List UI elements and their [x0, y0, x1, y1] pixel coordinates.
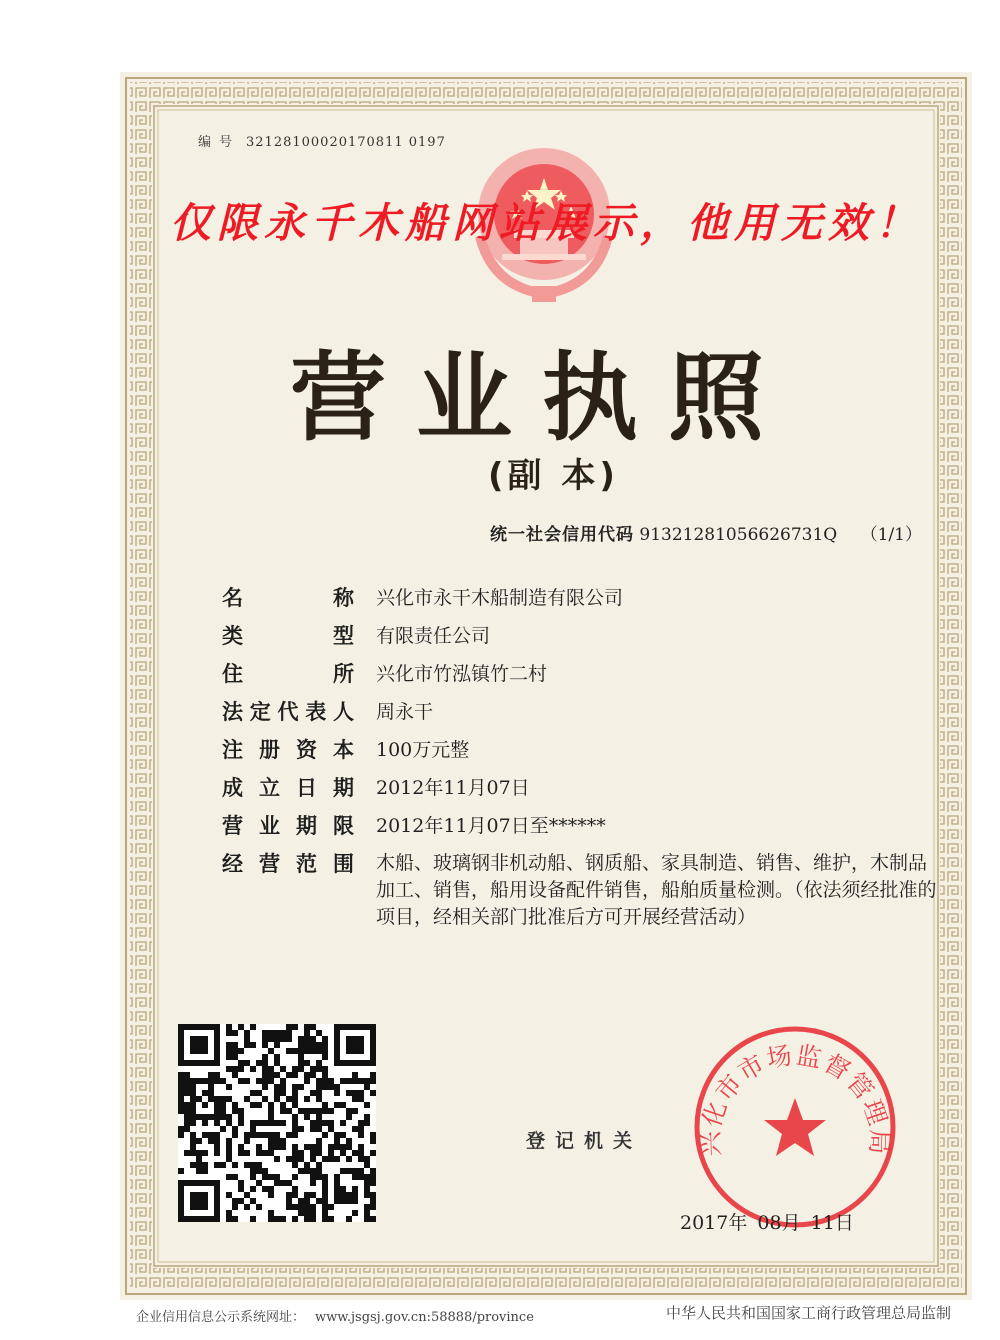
field-row-legal-rep	[222, 698, 942, 726]
field-row-address	[222, 660, 942, 688]
issue-year: 2017年	[680, 1212, 748, 1234]
field-row-name	[222, 584, 942, 612]
official-seal	[690, 1022, 900, 1232]
page-subtitle: (副 本)	[488, 456, 619, 496]
field-row-scope	[222, 850, 942, 931]
field-value: 木船、玻璃钢非机动船、钢质船、家具制造、销售、维护，木制品加工、销售，船用设备配件销售，船舶质量检测。（依法须经批准的项目，经相关部门批准后方可开展经营活动）	[376, 852, 937, 928]
issue-day: 11日	[810, 1212, 854, 1234]
field-key: 营业期限	[222, 814, 354, 838]
serial-label: 编号	[198, 135, 241, 150]
footer-website-label: 企业信用信息公示系统网址：	[136, 1310, 306, 1325]
field-key: 名称	[222, 586, 354, 610]
field-value: 2012年11月07日至******	[376, 815, 606, 837]
seal-text: 兴化市市场监督管理局	[695, 1040, 895, 1157]
field-key: 注册资本	[222, 738, 354, 762]
credit-code	[490, 520, 922, 545]
credit-code-label: 统一社会信用代码	[490, 525, 634, 545]
field-key: 成立日期	[222, 776, 354, 800]
footer-website-url: www.jsgsj.gov.cn:58888/province	[315, 1310, 534, 1325]
credit-code-value: 91321281056626731Q	[639, 525, 838, 545]
field-row-capital	[222, 736, 942, 764]
credit-code-page: （1/1）	[860, 525, 922, 545]
field-key: 经营范围	[222, 852, 354, 876]
qr-code	[178, 1024, 376, 1222]
serial-value: 32128100020170811 0197	[246, 135, 446, 150]
issue-date	[680, 1208, 858, 1235]
page-title: 营业执照	[290, 342, 794, 454]
field-key: 类型	[222, 624, 354, 648]
field-key: 住所	[222, 662, 354, 686]
footer-website	[136, 1306, 534, 1325]
registration-authority: 登记机关	[526, 1130, 643, 1152]
field-row-founded	[222, 774, 942, 802]
registration-fields	[222, 584, 942, 941]
field-value: 周永干	[376, 701, 434, 723]
field-value: 100万元整	[376, 739, 470, 761]
watermark-text: 仅限永千木船网站展示，他用无效！	[170, 199, 922, 247]
field-value: 兴化市竹泓镇竹二村	[376, 663, 548, 685]
footer-issuer: 中华人民共和国国家工商行政管理总局监制	[666, 1304, 952, 1322]
field-row-type	[222, 622, 942, 650]
field-value: 2012年11月07日	[376, 777, 530, 799]
field-row-term	[222, 812, 942, 840]
field-value: 兴化市永干木船制造有限公司	[376, 587, 624, 609]
serial-number	[198, 131, 446, 150]
field-value: 有限责任公司	[376, 625, 491, 647]
field-key: 法定代表人	[222, 700, 354, 724]
issue-month: 08月	[757, 1212, 801, 1234]
